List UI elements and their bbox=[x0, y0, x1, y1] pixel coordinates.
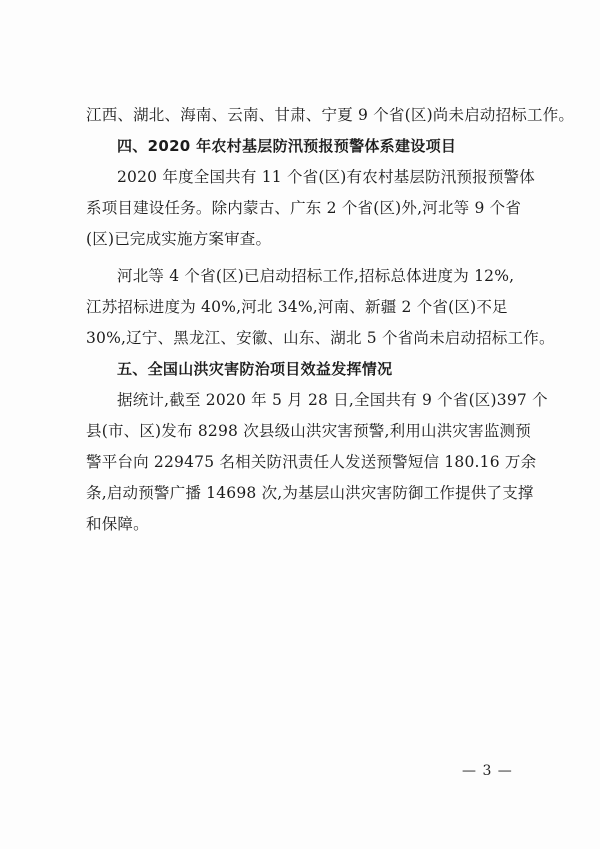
section-4-heading: 四、2020 年农村基层防汛预报预警体系建设项目 bbox=[117, 137, 457, 155]
paragraph-line: 江西、湖北、海南、云南、甘肃、宁夏 9 个省(区)尚未启动招标工作。 bbox=[86, 106, 575, 124]
paragraph-line: 条,启动预警广播 14698 次,为基层山洪灾害防御工作提供了支撑 bbox=[86, 484, 534, 502]
paragraph-line: 江苏招标进度为 40%,河北 34%,河南、新疆 2 个省(区)不足 bbox=[86, 298, 508, 316]
paragraph-line: 系项目建设任务。除内蒙古、广东 2 个省(区)外,河北等 9 个省 bbox=[86, 199, 522, 217]
paragraph-line: 县(市、区)发布 8298 次县级山洪灾害预警,利用山洪灾害监测预 bbox=[86, 422, 531, 440]
section-5-heading: 五、全国山洪灾害防治项目效益发挥情况 bbox=[117, 360, 393, 378]
continuation-paragraph bbox=[86, 100, 575, 131]
paragraph-line: 和保障。 bbox=[86, 515, 149, 533]
section-4-paragraph-1 bbox=[86, 162, 535, 255]
paragraph-line: 河北等 4 个省(区)已启动招标工作,招标总体进度为 12%, bbox=[117, 267, 515, 285]
section-4-paragraph-2 bbox=[86, 261, 555, 354]
paragraph-line: 警平台向 229475 名相关防汛责任人发送预警短信 180.16 万余 bbox=[86, 453, 537, 471]
paragraph-line: (区)已完成实施方案审查。 bbox=[86, 230, 272, 248]
paragraph-line: 2020 年度全国共有 11 个省(区)有农村基层防汛预报预警体 bbox=[117, 168, 535, 186]
section-5-paragraph-1 bbox=[86, 385, 548, 540]
paragraph-line: 30%,辽宁、黑龙江、安徽、山东、湖北 5 个省尚未启动招标工作。 bbox=[86, 329, 555, 347]
paragraph-line: 据统计,截至 2020 年 5 月 28 日,全国共有 9 个省(区)397 个 bbox=[117, 391, 548, 409]
page-number: — 3 — bbox=[462, 763, 513, 779]
document-body bbox=[86, 100, 575, 540]
